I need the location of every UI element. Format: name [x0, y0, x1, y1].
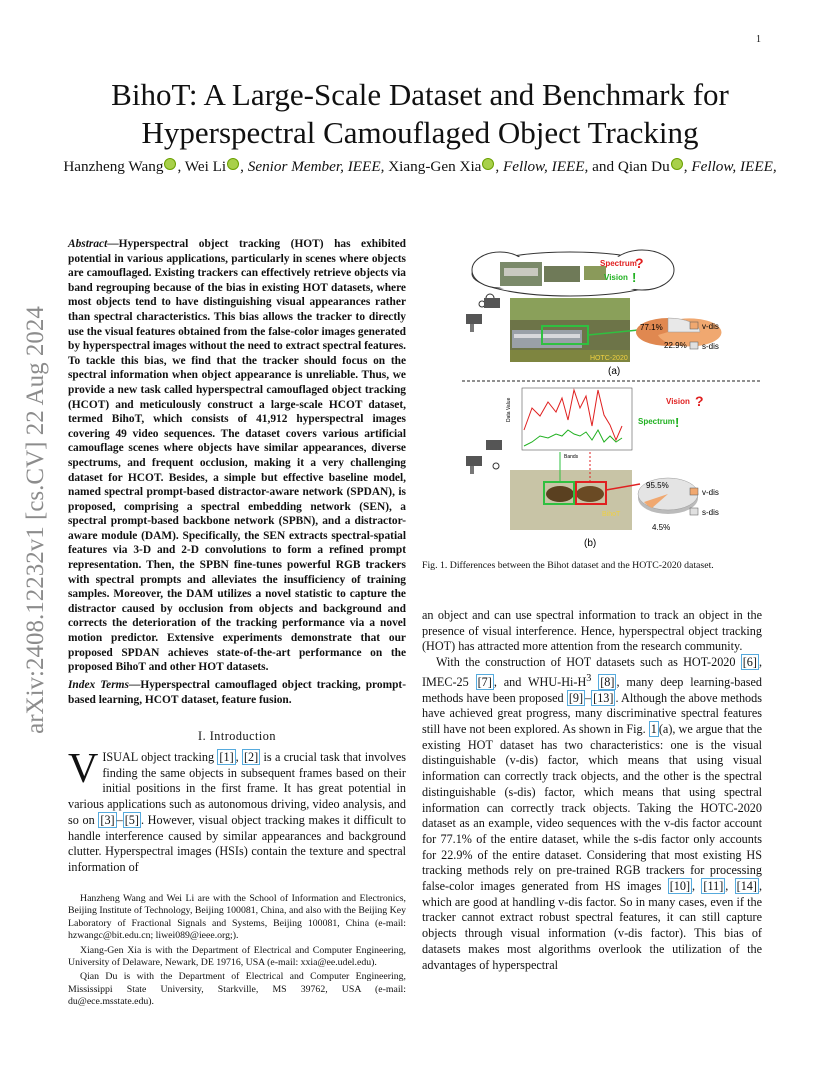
text-run: (a), we argue that the existing HOT dataset has two characteristics: one is the visual distinguishable (v-dis) factor, which means that using visual information can correctly track objects, and the other is the spectral distinguishable (s-dis) factor, which means that using spectral information can correctly track objects. Taking the HOTC-2020 dataset as an example, video sequences with the v-dis factor account for 77.1% of the entire dataset, while the s-dis factor only accounts for 22.9% of the entire dataset. Considering that most existing HS tracking methods rely on pre-trained RGB trackers for processing false-color images generated from HS images	[422, 721, 762, 894]
superscript: 3	[586, 672, 592, 684]
orcid-icon[interactable]	[482, 158, 494, 170]
paragraph: an object and can use spectral information to track an object in the presence of visual interference. Hence, hyperspectral object tracking (HOT) has attracted more attention from the research community.	[422, 608, 762, 654]
author-1: Hanzheng Wang	[63, 158, 164, 175]
legend-s-dis: s-dis	[702, 508, 719, 517]
citation-link[interactable]: [13]	[593, 690, 614, 705]
plot-xlabel: Bands	[564, 454, 579, 460]
scene-image-b	[510, 452, 640, 530]
label-a: (a)	[608, 366, 621, 377]
text-run: , many deep learning-based methods have been proposed	[422, 674, 763, 705]
legend-v-dis: v-dis	[702, 488, 719, 497]
figure-1	[462, 240, 762, 552]
text-run: , which are good at handling v-dis factor. So in many cases, even if the tracker cannot extract robust spectral features, it can still capture objects through visual information (v-dis factor). This bias of datasets makes most algorithms overlook the utilization of the advantages of hyperspectral	[422, 879, 762, 972]
scene-image-a	[510, 298, 638, 362]
abstract-label: Abstract	[68, 238, 108, 250]
footnote: Qian Du is with the Department of Electrical and Computer Engineering, Mississippi State University, Starkville, MS 39762, USA (e-mail: du@ece.msstate.edu).	[68, 971, 406, 1008]
author-2: Wei Li	[184, 158, 227, 175]
pie-a-small: 22.9%	[664, 341, 687, 350]
citation-link[interactable]: [6]	[742, 655, 757, 670]
section-heading: I. Introduction	[198, 729, 276, 743]
author-3-role: Fellow, IEEE,	[503, 158, 589, 175]
text-run: . Although the above methods have achieved great progress, many discriminative spectral features still have not been explored. As shown in Fig.	[422, 690, 762, 736]
text-run: , IMEC-25	[422, 655, 762, 689]
intro-text: ,	[235, 750, 242, 764]
svg-text:!: !	[675, 415, 680, 430]
index-terms	[68, 678, 406, 707]
citation-link[interactable]: [3]	[100, 812, 115, 827]
footnote: Hanzheng Wang and Wei Li are with the School of Information and Electronics, Beijing Institute of Technology, Beijing 100081, China, and also with the Beijing Key Laboratory of Fractional Signals and Systems, Beijing 100081, China (e-mail: hzwangc@bit.edu.cn; liwei089@ieee.org;).	[68, 893, 406, 942]
author-2-role: Senior Member, IEEE,	[247, 158, 385, 175]
citation-link[interactable]: [5]	[124, 812, 139, 827]
legend-v-dis: v-dis	[702, 322, 719, 331]
citation-link[interactable]: [2]	[244, 750, 259, 764]
page-number: 1	[756, 34, 761, 45]
intro-text: is a crucial task that involves finding the same objects in subsequent frames based on their initial positions in the first frame. It has great potential in various applications such as autonomous driving, video analysis, and so on	[68, 750, 406, 827]
vision-label-a: Vision	[604, 273, 628, 282]
pie-b-small: 4.5%	[652, 523, 671, 532]
footnotes	[68, 893, 406, 1011]
text-run: ,	[725, 879, 735, 894]
right-column	[422, 608, 762, 973]
pie-a-big: 77.1%	[640, 323, 663, 332]
spectrum-label-a: Spectrum	[600, 259, 637, 268]
svg-text:!: !	[632, 270, 637, 285]
hotc-label: HOTC-2020	[590, 355, 628, 362]
citation-link[interactable]: [7]	[477, 674, 492, 689]
intro-paragraph	[68, 746, 406, 876]
spectral-plot	[506, 388, 704, 460]
orcid-icon[interactable]	[671, 158, 683, 170]
vision-label-b: Vision	[666, 397, 690, 406]
text-run: With the construction of HOT datasets such as HOT-2020	[436, 655, 741, 670]
figure-link[interactable]: 1	[650, 721, 657, 736]
svg-text:?: ?	[635, 255, 644, 271]
orcid-icon[interactable]	[227, 158, 239, 170]
intro-text: –	[116, 812, 123, 827]
pie-chart-a	[636, 318, 721, 351]
paper-title: BihoT: A Large-Scale Dataset and Benchmark for Hyperspectral Camouflaged Object Tracking	[111, 77, 729, 150]
index-terms-text: —Hyperspectral camouflaged object tracking, prompt-based learning, HCOT dataset, feature fusion.	[68, 679, 406, 706]
intro-text: ISUAL object tracking	[102, 750, 218, 764]
text-run: , and WHU-Hi-H	[493, 674, 587, 689]
pie-b-big: 95.5%	[646, 481, 669, 490]
drop-cap: V	[68, 746, 99, 792]
figure-caption: Fig. 1. Differences between the Bihot dataset and the HOTC-2020 dataset.	[422, 560, 714, 571]
arxiv-stamp	[6, 280, 66, 760]
author-line: Hanzheng Wang , Wei Li , Senior Member, IEEE, Xiang-Gen Xia , Fellow, IEEE, and Qian Du , Fellow, IEEE,	[63, 158, 777, 175]
citation-link[interactable]: [11]	[703, 879, 724, 894]
orcid-icon[interactable]	[164, 158, 176, 170]
camera-icon	[466, 440, 502, 474]
citation-link[interactable]: [1]	[219, 750, 234, 764]
intro-text: . However, visual object tracking makes it difficult to handle interference caused by similar appearances and background clutter. Hyperspectral images (HSIs) contain the texture and spectral information of	[68, 812, 406, 874]
paragraph	[422, 655, 762, 973]
citation-link[interactable]: [10]	[669, 879, 691, 894]
plot-ylabel: Data Value	[506, 397, 512, 422]
text-run: –	[585, 690, 592, 705]
svg-text:?: ?	[695, 393, 704, 409]
bihot-label: BihoT	[602, 511, 621, 518]
spectrum-label-b: Spectrum	[638, 417, 675, 426]
footnote: Xiang-Gen Xia is with the Department of Electrical and Computer Engineering, University of Delaware, Newark, DE 19716, USA (e-mail: xxia@ee.udel.edu).	[68, 944, 406, 969]
arxiv-stamp-text: arXiv:2408.12232v1 [cs.CV] 22 Aug 2024	[22, 306, 49, 734]
text-run: ,	[692, 879, 702, 894]
legend-s-dis: s-dis	[702, 342, 719, 351]
author-4-role: Fellow, IEEE,	[691, 158, 777, 175]
label-b: (b)	[584, 538, 597, 549]
abstract	[68, 237, 406, 675]
author-3: Xiang-Gen Xia	[388, 158, 482, 175]
citation-link[interactable]: [14]	[736, 879, 757, 894]
index-terms-label: Index Terms	[68, 679, 129, 691]
pie-chart-b	[638, 478, 719, 532]
citation-link[interactable]: [8]	[600, 674, 615, 689]
abstract-text: —Hyperspectral object tracking (HOT) has exhibited potential in various applications, particularly in scenes where objects are camouflaged. Existing trackers can effectively retrieve objects via band regrouping because of the bias in existing HOT datasets, where most objects tend to have distinguishing visual appearances rather than spectral characteristics. This bias allows the tracker to directly use the visual features obtained from the false-color images generated by hyperspectral images without the need to extract spectral features. To tackle this bias, we find that the tracker should focus on the spectral information when object appearance is unreliable. Thus, we provide a new task called hyperspectral camouflaged object tracking (HCOT) and meticulously construct a large-scale HCOT dataset, termed BihoT, which consists of 41,912 hyperspectral images covering 49 video sequences. The dataset covers various artificial camouflage scenes where objects have similar appearances, diverse spectrums, and frequent occlusion, making it a very challenging dataset for HCOT. Besides, a simple but effective baseline model, named spectral prompt-based distractor-aware network (SPDAN), is proposed, comprising a spectral embedding network (SEN), a spectral prompt-based backbone network (SPBN), and a distractor-aware module (DAM). Specifically, the SEN extracts spectral-spatial features via 3-D and 2-D convolutions to form a refined prompt representation. Then, the SPBN fine-tunes powerful RGB trackers with spectral prompts and alleviates the insufficiency of training samples. Moreover, the DAM utilizes a novel statistic to capture the distractor caused by occlusion from objects and background and corrects the deterioration of the tracking performance via a novel motion predictor. Extensive experiments demonstrate that our proposed SPDAN achieves state-of-the-art performance on the proposed BihoT and other HOT datasets.	[68, 238, 406, 674]
author-4: and Qian Du	[592, 158, 670, 175]
citation-link[interactable]: [9]	[568, 690, 584, 705]
